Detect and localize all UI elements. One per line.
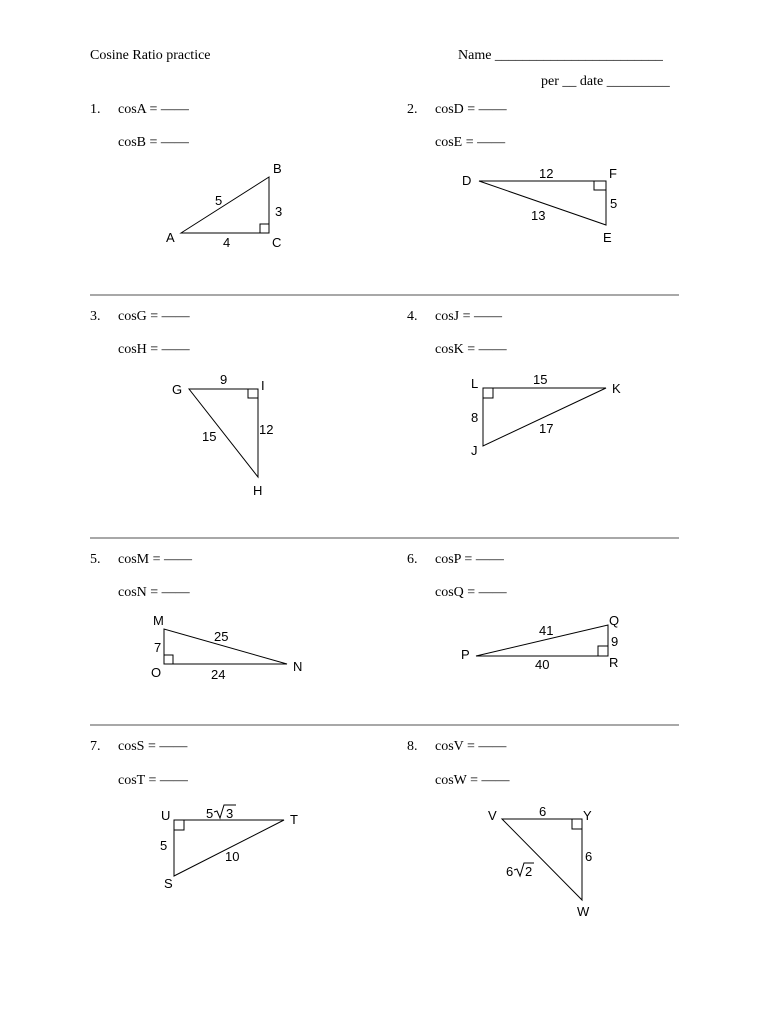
problem-6-question-a: cosP = —— xyxy=(435,552,504,567)
triangle-def xyxy=(462,166,617,245)
problem-5-question-b: cosN = —— xyxy=(118,585,190,600)
side-label: 41 xyxy=(539,623,554,638)
vertex-label: D xyxy=(462,173,472,188)
side-label: 8 xyxy=(471,410,479,425)
side-label: 9 xyxy=(611,634,619,649)
vertex-label: M xyxy=(153,613,164,628)
vertex-label: R xyxy=(609,655,619,670)
side-label: 12 xyxy=(259,422,274,437)
triangle-stu xyxy=(160,805,298,891)
side-label: 7 xyxy=(154,640,162,655)
right-angle-marker xyxy=(572,819,582,829)
vertex-label: U xyxy=(161,808,171,823)
side-label: 25 xyxy=(214,629,229,644)
side-label: 5 xyxy=(215,193,223,208)
problem-3-question-b: cosH = —— xyxy=(118,342,190,357)
problem-7-number: 7. xyxy=(90,739,101,754)
problem-6-number: 6. xyxy=(407,552,418,567)
side-label: 15 xyxy=(533,372,548,387)
name-field: Name ________________________ xyxy=(458,48,663,63)
side-label: 5 xyxy=(160,838,168,853)
vertex-label: Q xyxy=(609,613,620,628)
problem-2-question-b: cosE = —— xyxy=(435,135,506,150)
vertex-label: L xyxy=(471,376,479,391)
side-label: 6 xyxy=(585,849,593,864)
side-label: 5 xyxy=(610,196,618,211)
problem-7-question-a: cosS = —— xyxy=(118,739,188,754)
side-label: 15 xyxy=(202,429,217,444)
side-label: 4 xyxy=(223,235,231,250)
problem-1-question-a: cosA = —— xyxy=(118,102,189,117)
problem-3-question-a: cosG = —— xyxy=(118,309,190,324)
triangle-stu-shape xyxy=(174,820,284,876)
problem-8-question-a: cosV = —— xyxy=(435,739,507,754)
right-angle-marker xyxy=(483,388,493,398)
side-label: 6 xyxy=(506,864,514,879)
vertex-label: A xyxy=(166,230,175,245)
problem-7-question-b: cosT = —— xyxy=(118,773,188,788)
vertex-label: G xyxy=(172,382,183,397)
vertex-label: B xyxy=(273,161,282,176)
period-date-field: per __ date _________ xyxy=(541,74,670,89)
triangle-vwy-shape xyxy=(502,819,582,900)
problem-5-number: 5. xyxy=(90,552,101,567)
problem-1-question-b: cosB = —— xyxy=(118,135,189,150)
vertex-label: E xyxy=(603,230,612,245)
side-label: 40 xyxy=(535,657,550,672)
problem-5-question-a: cosM = —— xyxy=(118,552,193,567)
vertex-label: K xyxy=(612,381,621,396)
triangle-mno xyxy=(151,613,302,682)
problem-4-question-a: cosJ = —— xyxy=(435,309,503,324)
problem-2-number: 2. xyxy=(407,102,418,117)
side-label: 5 xyxy=(206,806,214,821)
side-label: 17 xyxy=(539,421,554,436)
side-label: 12 xyxy=(539,166,554,181)
triangle-abc xyxy=(166,161,282,250)
right-angle-marker xyxy=(164,655,173,664)
triangle-pqr xyxy=(461,613,619,672)
vertex-label: C xyxy=(272,235,282,250)
side-label: 6 xyxy=(539,804,547,819)
triangle-ghi xyxy=(172,372,273,498)
side-label: 2 xyxy=(525,864,533,879)
triangle-abc-shape xyxy=(181,177,269,233)
vertex-label: T xyxy=(290,812,298,827)
side-label: 13 xyxy=(531,208,546,223)
side-label: 10 xyxy=(225,849,240,864)
right-angle-marker xyxy=(248,389,258,398)
vertex-label: S xyxy=(164,876,173,891)
vertex-label: W xyxy=(577,904,590,919)
problem-3-number: 3. xyxy=(90,309,101,324)
vertex-label: F xyxy=(609,166,617,181)
vertex-label: V xyxy=(488,808,497,823)
right-angle-marker xyxy=(594,181,606,190)
triangle-vwy xyxy=(488,804,592,919)
vertex-label: O xyxy=(151,665,162,680)
problem-2-question-a: cosD = —— xyxy=(435,102,507,117)
problem-8-question-b: cosW = —— xyxy=(435,773,510,788)
problem-1-number: 1. xyxy=(90,102,101,117)
side-label: 3 xyxy=(226,806,234,821)
right-angle-marker xyxy=(260,224,269,233)
vertex-label: N xyxy=(293,659,303,674)
problem-6-question-b: cosQ = —— xyxy=(435,585,507,600)
vertex-label: P xyxy=(461,647,470,662)
problem-4-question-b: cosK = —— xyxy=(435,342,507,357)
side-label: 3 xyxy=(275,204,283,219)
problem-4-number: 4. xyxy=(407,309,418,324)
triangle-jkl-shape xyxy=(483,388,606,446)
triangle-jkl xyxy=(471,372,621,458)
triangle-ghi-shape xyxy=(189,389,258,477)
vertex-label: Y xyxy=(583,808,592,823)
side-label: 9 xyxy=(220,372,228,387)
vertex-label: H xyxy=(253,483,263,498)
right-angle-marker xyxy=(174,820,184,830)
right-angle-marker xyxy=(598,646,608,656)
vertex-label: I xyxy=(261,378,265,393)
worksheet-title: Cosine Ratio practice xyxy=(90,48,211,63)
side-label: 24 xyxy=(211,667,226,682)
vertex-label: J xyxy=(471,443,478,458)
problem-8-number: 8. xyxy=(407,739,418,754)
